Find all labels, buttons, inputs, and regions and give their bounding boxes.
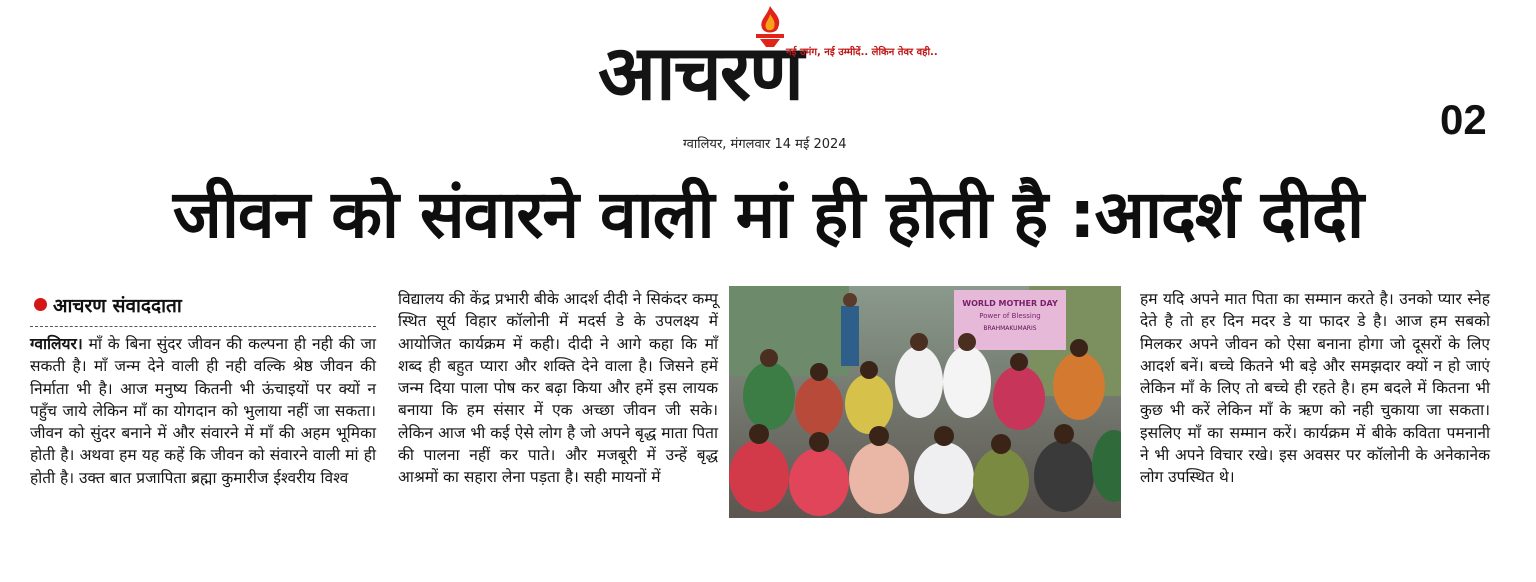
- article-column-2: विद्यालय की केंद्र प्रभारी बीके आदर्श दीदी ने सिकंदर कम्पू स्थित सूर्य विहार कॉलोनी में मदर्स डे के उपलक्ष्य में आयोजित कार्यक्रम में कही। दीदी ने आगे कहा कि माँ शब्द ही बहुत प्यारा और शक्ति देने वाला है। जिसने हमें जन्म दिया पाला पोष कर बढ़ा किया और हमें इस लायक बनाया कि हम संसार में एक अच्छा जीवन जी सके। लेकिन आज भी कई ऐसे लोग है जो अपने बृद्ध माता पिता की पालना नहीं कर पाते। और मजबूरी में उन्हें बृद्ध आश्रमों का सहारा लेना पड़ता है। सही मायनों में: [398, 290, 718, 487]
- article-column-1: [30, 333, 376, 489]
- page-number: 02: [1440, 96, 1487, 143]
- event-photo: [729, 286, 1121, 518]
- article-column-3: हम यदि अपने मात पिता का सम्मान करते है। उनको प्यार स्नेह देते है तो हर दिन मदर डे या फादर डे है। आज हम सबको मिलकर अपने जीवन को ऐसा बनाना होगा जो दूसरों के लिए आदर्श बनें। बच्चे कितने भी बड़े और समझदार क्यों न हो जाएं लेकिन माँ के लिए तो बच्चे ही रहते है। हम बदले में कितना भी कुछ भी करें लेकिन माँ के ऋण को नही चुकाया जा सकता। इसलिए माँ का सम्मान करें। कार्यक्रम में बीके कविता पमनानी ने भी अपने विचार रखे। इस अवसर पर कॉलोनी के अनेकानेक लोग उपस्थित थे।: [1140, 290, 1490, 487]
- byline-text: आचरण संवाददाता: [53, 295, 182, 317]
- masthead: [598, 4, 938, 152]
- article-city-dateline: ग्वालियर।: [30, 334, 83, 353]
- byline-divider: [30, 326, 376, 327]
- column-1-text: माँ के बिना सुंदर जीवन की कल्पना ही नही की जा सकती है। माँ जन्म देने वाली ही नही वल्कि श्रेष्ठ जीवन की निर्माता भी है। आज मनुष्य कितनी भी ऊंचाइयों पर क्यों न पहुँच जाये लेकिन माँ का योगदान को भुलाया नहीं जा सकता। जीवन को सुंदर बनाने में और संवारने में माँ की अहम भूमिका होती है। अथवा हम यह कहें कि जीवन को संवारने वाली मां ही होती है। उक्त बात प्रजापिता ब्रह्मा कुमारीज ईश्वरीय विश्व: [30, 335, 376, 487]
- newspaper-logo: आचरण: [598, 28, 802, 117]
- article-headline: जीवन को संवारने वाली मां ही होती है :आदर्श दीदी: [172, 176, 1364, 253]
- photo-banner-line-2: Power of Blessing: [979, 312, 1041, 320]
- photo-banner-line-1: WORLD MOTHER DAY: [962, 299, 1058, 308]
- bullet-dot-icon: [34, 298, 47, 311]
- article-byline: [34, 292, 182, 318]
- issue-dateline: ग्वालियर, मंगलवार 14 मई 2024: [683, 137, 847, 152]
- photo-banner-line-3: BRAHMAKUMARIS: [983, 325, 1037, 332]
- masthead-tagline: नई उमंग, नई उम्मीदें.. लेकिन तेवर वही..: [786, 47, 938, 58]
